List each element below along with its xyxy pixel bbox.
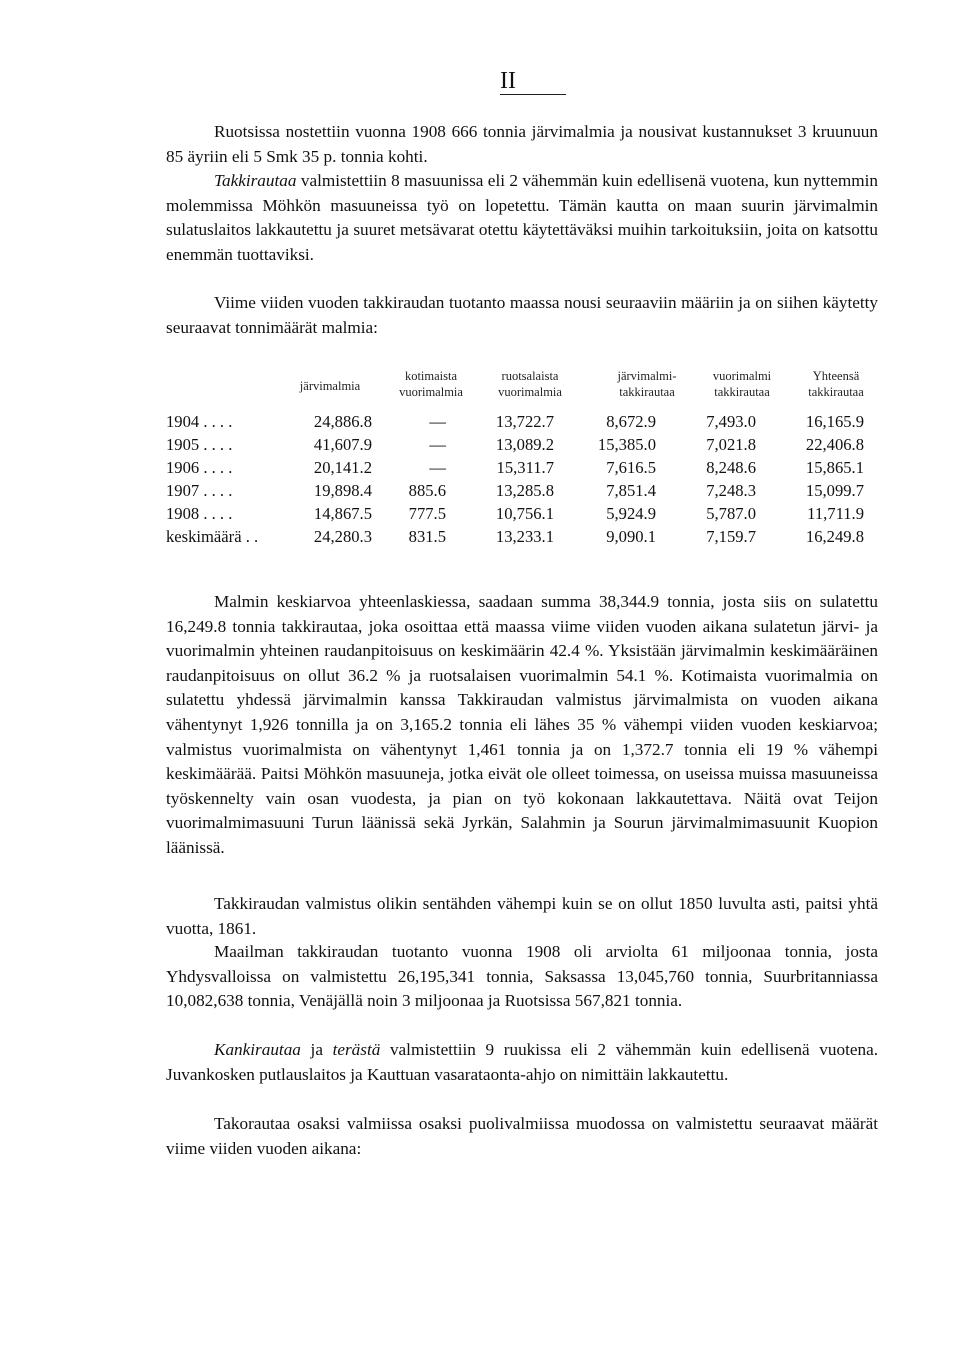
value-cell: 13,722.7 — [495, 412, 554, 431]
page-number: II — [500, 68, 566, 95]
emphasis-term: Kankirautaa — [214, 1040, 301, 1059]
value-cell: 41,607.9 — [313, 435, 372, 454]
header-line: Yhteensä — [812, 369, 860, 383]
year-cell: keskimäärä . . — [166, 527, 259, 546]
value-cell: 11,711.9 — [807, 504, 864, 523]
value-cell: 885.6 — [408, 481, 446, 500]
year-cell: 1907 . . . . — [166, 481, 233, 500]
table-row-average — [166, 527, 878, 549]
header-line: kotimaista — [404, 369, 458, 383]
paragraph-production-decline — [166, 892, 878, 941]
paragraph-sweden-ore — [166, 120, 878, 169]
emphasis-term: terästä — [332, 1040, 381, 1059]
header-swedish-rock-ore — [482, 368, 578, 400]
value-cell: 7,021.8 — [706, 435, 756, 454]
value-cell: 7,159.7 — [706, 527, 756, 546]
value-cell: 7,493.0 — [706, 412, 756, 431]
header-domestic-rock-ore — [388, 368, 474, 400]
paragraph-wrought-iron — [166, 1112, 878, 1161]
value-cell: 10,756.1 — [495, 504, 554, 523]
paragraph-text: Ruotsissa nostettiin vuonna 1908 666 tonnia järvimalmia ja nousivat kustannukset 3 kruunuun 85 äyriin eli 5 Smk 35 p. tonnia kohti. — [166, 122, 878, 166]
paragraph-text: Takorautaa osaksi valmiissa osaksi puolivalmiissa muodossa on valmistettu seuraavat määrät viime viiden vuoden aikana: — [166, 1114, 878, 1158]
value-cell: 13,089.2 — [495, 435, 554, 454]
value-cell: — — [429, 412, 446, 431]
header-lake-ore: järvimalmia — [299, 379, 361, 393]
year-cell: 1904 . . . . — [166, 412, 233, 431]
header-line: takkirautaa — [714, 385, 770, 399]
value-cell: 15,311.7 — [496, 458, 554, 477]
value-cell: — — [429, 435, 446, 454]
emphasis-term: Takkirautaa — [214, 171, 297, 190]
value-cell: 5,787.0 — [706, 504, 756, 523]
header-line: vuorimalmia — [399, 385, 463, 399]
value-cell: 16,165.9 — [805, 412, 864, 431]
value-cell: 22,406.8 — [805, 435, 864, 454]
header-lake-ore-pig-iron — [598, 368, 696, 400]
paragraph-bar-iron-steel — [166, 1038, 878, 1087]
header-line: takkirautaa — [808, 385, 864, 399]
header-rock-ore-pig-iron — [696, 368, 788, 400]
value-cell: 9,090.1 — [606, 527, 656, 546]
header-line: takkirautaa — [619, 385, 675, 399]
value-cell: 24,886.8 — [313, 412, 372, 431]
value-cell: 7,248.3 — [706, 481, 756, 500]
paragraph-ore-average — [166, 590, 878, 861]
paragraph-text: Takkiraudan valmistus olikin sentähden vähempi kuin se on ollut 1850 luvulta asti, paitsi yhtä vuotta, 1861. — [166, 894, 878, 938]
paragraph-text: Viime viiden vuoden takkiraudan tuotanto maassa nousi seuraaviin määriin ja on siihen käytetty seuraavat tonnimäärät malmia: — [166, 293, 878, 337]
header-line: järvimalmi- — [617, 369, 677, 383]
paragraph-text: valmistettiin 8 masuunissa eli 2 vähemmän kuin edellisenä vuotena, kun nyttemmin molemmissa Möhkön masuuneissa työ on lopetettu. Tämän kautta on maan suurin järvimalmin sulatuslaitos lakkautettu ja suuret metsävarat otettu käytettäväksi muihin tarkoituksiin, joita on katsottu enemmän tuottaviksi. — [166, 171, 878, 264]
table-row — [166, 458, 878, 480]
header-line: vuorimalmi — [712, 369, 772, 383]
value-cell: 777.5 — [408, 504, 446, 523]
value-cell: 20,141.2 — [313, 458, 372, 477]
header-line: ruotsalaista — [501, 369, 559, 383]
value-cell: 24,280.3 — [313, 527, 372, 546]
value-cell: 16,249.8 — [805, 527, 864, 546]
header-total-pig-iron — [790, 368, 882, 400]
value-cell: 8,248.6 — [706, 458, 756, 477]
paragraph-production-intro — [166, 291, 878, 340]
value-cell: — — [429, 458, 446, 477]
value-cell: 831.5 — [408, 527, 446, 546]
paragraph-text: Maailman takkiraudan tuotanto vuonna 1908 oli arviolta 61 miljoonaa tonnia, josta Yhdysvalloissa on valmistettu 26,195,341 tonnia, Saksassa 13,045,760 tonnia, Suurbritanniassa 10,082,638 tonnia, Venäjällä noin 3 miljoonaa ja Ruotsissa 567,821 tonnia. — [166, 942, 878, 1011]
paragraph-world-production — [166, 940, 878, 1014]
paragraph-pig-iron — [166, 169, 878, 267]
table-row — [166, 504, 878, 526]
year-cell: 1905 . . . . — [166, 435, 233, 454]
table-row — [166, 481, 878, 503]
value-cell: 7,851.4 — [606, 481, 656, 500]
value-cell: 14,867.5 — [313, 504, 372, 523]
paragraph-text: valmistettiin 9 ruukissa eli 2 vähemmän kuin edellisenä vuotena. Juvankosken putlauslaitos ja Kauttuan vasarataonta-ahjo on nimittäin lakkautettu. — [166, 1040, 878, 1084]
value-cell: 5,924.9 — [606, 504, 656, 523]
table-row — [166, 435, 878, 457]
paragraph-text: ja — [300, 1040, 333, 1059]
value-cell: 15,385.0 — [597, 435, 656, 454]
year-cell: 1906 . . . . — [166, 458, 233, 477]
value-cell: 15,099.7 — [805, 481, 864, 500]
year-cell: 1908 . . . . — [166, 504, 233, 523]
value-cell: 13,233.1 — [495, 527, 554, 546]
value-cell: 13,285.8 — [495, 481, 554, 500]
value-cell: 8,672.9 — [606, 412, 656, 431]
value-cell: 19,898.4 — [313, 481, 372, 500]
table-row — [166, 412, 878, 434]
header-line: vuorimalmia — [498, 385, 562, 399]
paragraph-text: Malmin keskiarvoa yhteenlaskiessa, saadaan summa 38,344.9 tonnia, josta siis on sulatettu 16,249.8 tonnia takkirautaa, joka osoittaa että maassa viime viiden vuoden aikana sulatetun järvi- ja vuorimalmin yhteinen raudanpitoisuus on keskimäärin 42.4 %. Yksistään järvimalmin keskimääräinen raudanpitoisuus on ollut 36.2 % ja ruotsalaisen vuorimalmin 54.1 %. Kotimaista vuorimalmia on sulatettu yhdessä järvimalmin kanssa Takkiraudan valmistus järvimalmista on vuoden aikana vähentynyt 1,926 tonnilla ja on 3,165.2 tonnia eli lähes 35 % vähempi viiden vuoden keskiarvoa; valmistus vuorimalmista on vähentynyt 1,461 tonnia ja on 1,372.7 tonnia eli 19 % vähempi keskimäärää. Paitsi Möhkön masuuneja, jotka eivät ole olleet toimessa, on useissa muissa masuuneissa työskennelty vain osan vuodesta, ja pian on työ kokonaan lakkautettava. Näitä ovat Teijon vuorimalmimasuuni Turun läänissä sekä Jyrkän, Salahmin ja Sourun järvimalmimasuunit Kuopion läänissä. — [166, 592, 878, 857]
value-cell: 15,865.1 — [805, 458, 864, 477]
value-cell: 7,616.5 — [606, 458, 656, 477]
